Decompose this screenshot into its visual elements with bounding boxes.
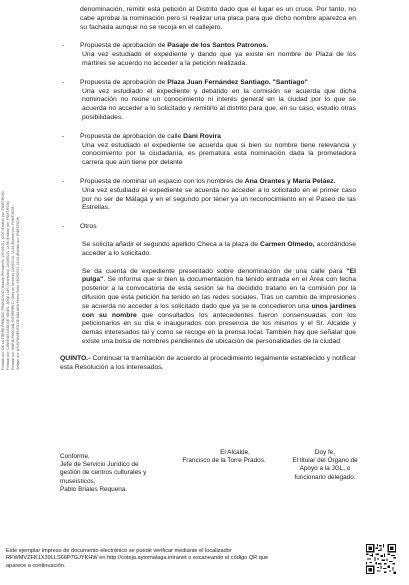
- qr-code-icon: [366, 544, 396, 574]
- stamp-line: Firmado por: MARIA PASCUAL GUTIERREZ / (Jefa de Servicio) 13/09/2021 13:24 (Emitido por: FNMT-RCM): [11, 205, 15, 370]
- verification-footer: Este ejemplar impreso de documento electrónico se puede verificar mediante el localizador RFWMVZFK1X39LLS66P7GJYKHW en http://coteja.aytomalaga.intranet o escaneando el código QR que aparece a continuación.: [6, 548, 269, 569]
- list-item: [60, 178, 356, 213]
- otros-paragraph-1: Se solicita añadir el segundo apellido Checa a la plaza de Carmen Olmedo, acordándose acceder a lo solicitado.: [82, 240, 356, 257]
- item-body: Una vez estudiado el expediente y dando que ya existe en nombre de Plaza de los mártires se acuerdo no acceder a la petición realizada.: [82, 51, 356, 67]
- stamp-line: Firmado por: DE LA TORRE PRADOS, FRANCISCO (Alcalde-Presidente) 13/09/2021 12:27 (Emitido por: FNMT-RCM): [1, 191, 5, 370]
- item-body: Una vez estudiado el expediente se acuerda no acceder a lo solicitado en el primer caso por no ser de Málaga y en el segundo por tener ya un reconocimiento en el Paseo de las Estrellas.: [82, 186, 356, 212]
- item-body: Una vez estudiado el expediente se acuerda que si bien su nombre tiene relevancia y conocimiento por la ciudadanía, es prematura esta nominación dada la prometedora carrera que aún tiene por delante: [82, 141, 356, 167]
- list-item: [60, 42, 356, 68]
- signature-alcalde: El Alcalde, Francisco de la Torre Prados.: [182, 449, 266, 465]
- list-item: [60, 79, 356, 123]
- intro-paragraph: denominación, remitir esta petición al Distrito dado que el lugar es un cruce. Por tanto, no cabe aprobar la nominación pero sí realizar una placa para que dicho nombre aparezca en su fachada aunque no se recoja en el callejero.: [80, 6, 356, 31]
- stamp-line: Sellado por: AYUNTAMIENTO DE MALAGA Fecha Sello: 13/09/2021 13:24 (Emitido por: FNMT-RCM): [16, 216, 20, 370]
- signature-conforme: Conforme, Jefe de Servicio Jurídico de gestión de centros culturales y museísticos, Pablo Briales Requena.: [60, 453, 147, 493]
- document-body: [60, 6, 356, 372]
- item-title: Propuesta de aprobación de Pasaje de los Santos Patronos.: [80, 42, 269, 50]
- bullet-dash: -: [62, 223, 65, 231]
- otros-paragraph-2: Se da cuenta de expediente presentado sobre denominación de una calle para "El pulga". Se informa que si bien la documentación ha tenido entrada en el Área con fecha posterior a la convocatoria de esta sesión se ha decidido tratarlo en la comisión por la difusión que esta petición ha tenido en las redes sociales. Tras un cambio de impresiones se acuerda no acceder a los solicitado dado que ya se le concedieron una unos jardines con su nombre que consultados los antecedentes fueron consensuadas con los peticionarios en su día e inaugurados con presencia de los mismos y el Sr. Alcalde y demás interesados tal y como se recoge en la prensa local. También hay que señalar que existe una bolsa de nombres pendientes de ubicación de personalidades de la ciudad: [82, 267, 356, 345]
- item-title: Propuesta de nominar un espacio con los nombres de Ana Orantes y María Peláez.: [80, 177, 336, 185]
- quinto-paragraph: QUINTO.- Continuar la tramitación de acuerdo al procedimiento legalmente establecido y notificar esta Resolución a los interesados.: [60, 354, 356, 371]
- item-body: Una vez estudiado el expediente y debatido en la comisión se acuerda que dicha nominación no reúne un conocimiento ni interés general en la ciudad por lo que se acuerda no acceder a lo solicitado y remitirlo al distrito para que, en su caso, estudio otras posibilidades.: [82, 87, 356, 121]
- stamp-line: Firmado por: CANOVAS LEAL DE YANES, JOSE LUIS (Secretario) 13/09/2021 12:56 (Emitido por: FNMT-RCM): [6, 201, 10, 370]
- otros-heading: Otros: [80, 223, 97, 231]
- otros-section: [60, 223, 356, 347]
- bullet-dash: -: [62, 42, 65, 50]
- bullet-dash: -: [62, 177, 65, 185]
- list-item: [60, 133, 356, 168]
- item-title: Propuesta de aprobación de calle Dani Rovira: [80, 132, 221, 140]
- bullet-dash: -: [62, 78, 65, 86]
- bullet-dash: -: [62, 132, 65, 140]
- item-title: Propuesta de aprobación de Plaza Juan Fernández Santiago. "Santiago": [80, 78, 308, 86]
- signature-stamp-side-text: [0, 160, 20, 370]
- signature-doy-fe: Doy fe, El titular del Órgano de Apoyo a la JGL, o funcionario delegado.: [292, 449, 358, 481]
